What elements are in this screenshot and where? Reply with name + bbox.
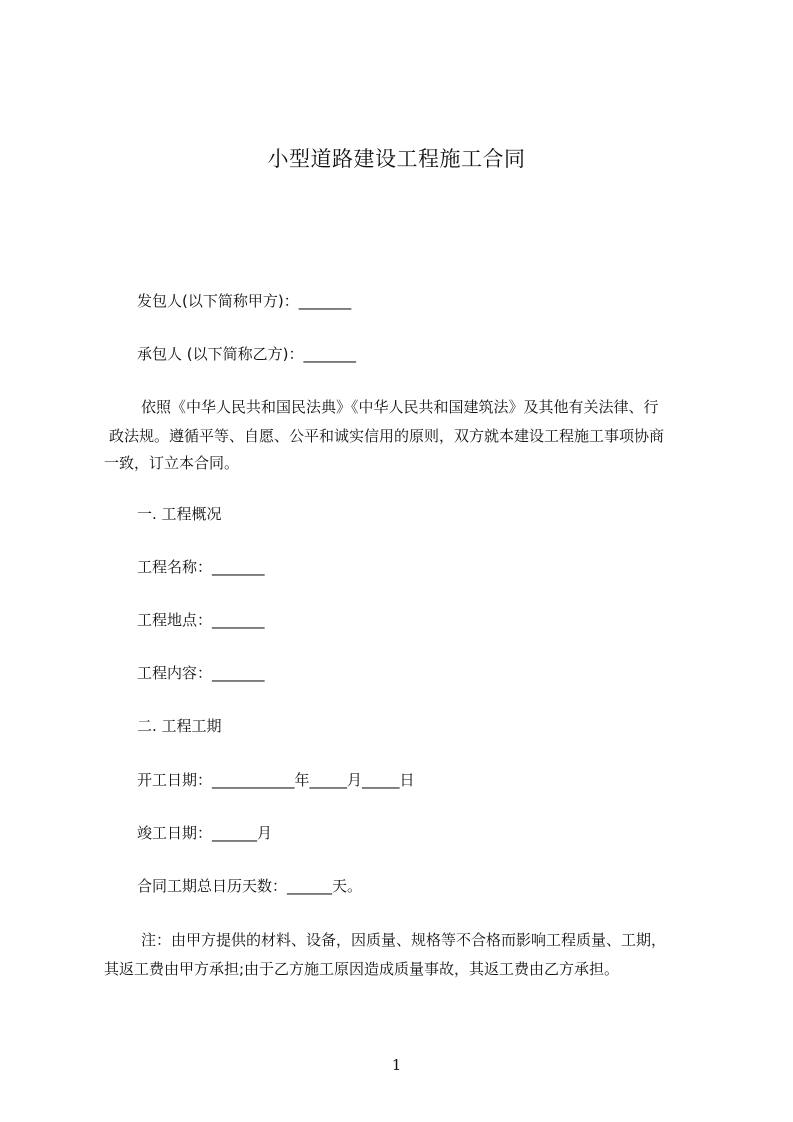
project-name-line: 工程名称：_______ [137,558,265,576]
page-number: 1 [391,1056,402,1074]
section-1-heading: 一. 工程概况 [137,505,222,523]
project-location-line: 工程地点：_______ [137,611,265,629]
section-2-heading: 二. 工程工期 [137,717,222,735]
intro-line-2: 政法规。遵循平等、自愿、公平和诚实信用的原则，双方就本建设工程施工事项协商 [109,427,665,445]
intro-line-3: 一致，订立本合同。 [104,454,240,472]
completion-date-line: 竣工日期：______月 [137,824,273,842]
party-b-line: 承包人 (以下简称乙方)：_______ [137,345,356,363]
note-line-2: 其返工费由甲方承担;由于乙方施工原因造成质量事故，其返工费由乙方承担。 [104,960,620,978]
note-line-1: 注：由甲方提供的材料、设备，因质量、规格等不合格而影响工程质量、工期， [141,931,667,949]
contract-title: 小型道路建设工程施工合同 [267,147,526,171]
party-a-line: 发包人(以下简称甲方)：_______ [137,292,352,310]
total-days-line: 合同工期总日历天数：______天。 [137,877,363,895]
intro-line-1: 依照《中华人民共和国民法典》《中华人民共和国建筑法》及其他有关法律、行 [141,398,659,416]
start-date-line: 开工日期：___________年_____月_____日 [137,771,415,789]
project-content-line: 工程内容：_______ [137,664,265,682]
